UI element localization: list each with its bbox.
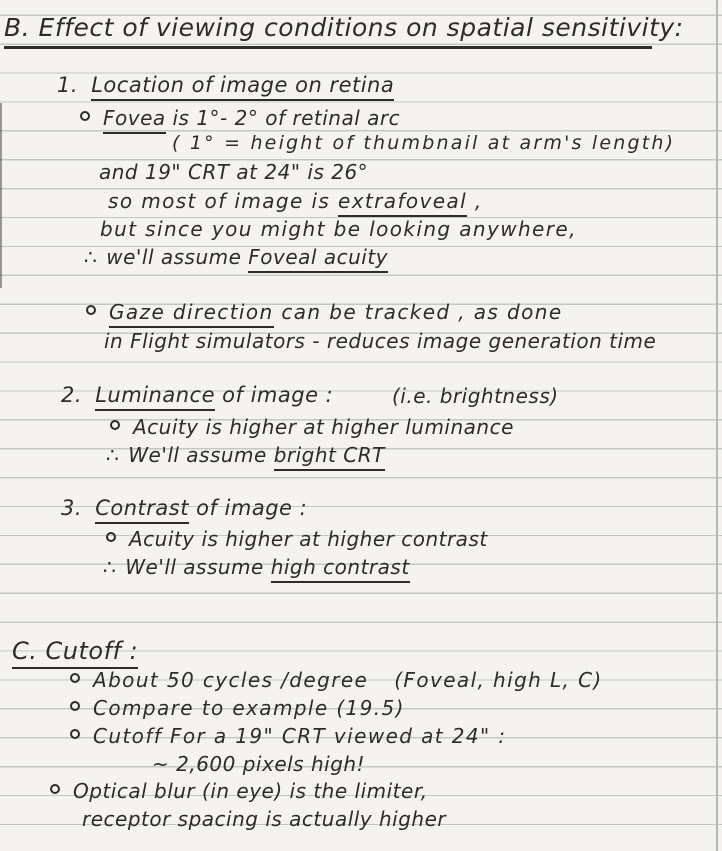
heading-b-text: B. Effect of viewing conditions on spatial sensitivity: [4,14,652,49]
sec2-title-term: Luminance [95,383,215,411]
luminance-acuity-text: Acuity is higher at higher luminance [133,415,514,439]
bullet-icon [110,420,120,430]
line-assume-bright [106,444,385,466]
line-pixels-high [152,753,365,775]
sec1-title-text: Location of image on retina [91,73,394,101]
line-sec3-title [61,497,307,520]
sec3-number: 3. [61,496,83,520]
receptor-spacing-text: receptor spacing is actually higher [82,807,447,831]
therefore-sign: ∴ [103,555,117,579]
line-sec2-title [61,384,333,407]
sec3-title-rest: of image : [188,496,308,520]
line-cutoff-crt [70,725,507,747]
line-heading-c [12,638,138,664]
line-looking-anywhere [100,218,577,240]
extrafoveal-post: , [467,189,483,213]
gaze-rest: can be tracked , as done [273,300,563,324]
sec2-title-rest: of image : [215,383,334,407]
assume-bright-term: bright CRT [274,443,385,471]
bullet-icon [70,673,80,683]
line-brightness-note [392,385,559,407]
bullet-icon [106,532,116,542]
compare-example-text: Compare to example (19.5) [93,696,405,720]
pixels-high-text: ~ 2,600 pixels high! [152,752,366,776]
assume-contrast-pre: We'll assume [125,555,271,579]
gaze-term: Gaze direction [109,300,274,328]
line-heading-b [4,13,684,49]
anywhere-text: but since you might be looking anywhere, [100,217,577,241]
sec1-number: 1. [57,73,79,97]
line-receptor-spacing [82,808,446,830]
line-crt-angle [99,161,368,183]
gaze-cont-text: in Flight simulators - reduces image generation time [104,329,657,353]
crt-angle-text: and 19" CRT at 24" is 26° [99,160,369,184]
assume-foveal-term: Foveal acuity [248,245,388,273]
line-thumbnail [172,133,675,154]
optical-blur-text: Optical blur (in eye) is the limiter, [73,779,428,803]
line-luminance-acuity [110,416,514,438]
brightness-aside: (i.e. brightness) [392,384,559,408]
line-contrast-acuity [106,528,488,550]
bullet-icon [80,111,90,121]
extrafoveal-term: extrafoveal [338,189,467,217]
cutoff-rate-text: About 50 cycles /degree [93,668,369,692]
line-sec1-title [57,74,394,97]
therefore-sign: ∴ [84,245,98,269]
cutoff-rate-aside: (Foveal, high L, C) [394,668,603,692]
extrafoveal-pre: so most of image is [108,189,338,213]
thumbnail-text: ( 1° = height of thumbnail at arm's length) [172,132,676,154]
sec3-title-term: Contrast [95,496,189,524]
bullet-icon [86,305,96,315]
line-optical-blur [50,780,428,802]
cutoff-crt-text: Cutoff For a 19" CRT viewed at 24" : [93,724,507,748]
assume-bright-pre: We'll assume [128,443,274,467]
assume-foveal-pre: we'll assume [106,245,249,269]
line-fovea [80,107,400,129]
therefore-sign: ∴ [106,443,120,467]
line-gaze-direction [86,301,563,323]
scan-edge-artifact [0,103,2,288]
contrast-acuity-text: Acuity is higher at higher contrast [129,527,488,551]
line-cutoff-rate [70,669,603,691]
sec2-number: 2. [61,383,83,407]
bullet-icon [70,701,80,711]
fovea-term: Fovea [103,106,166,134]
right-margin-line [716,0,718,851]
bullet-icon [70,729,80,739]
line-assume-foveal [84,246,388,268]
line-compare-example [70,697,405,719]
bullet-icon [50,784,60,794]
line-assume-contrast [103,556,410,578]
fovea-rest: is 1°- 2° of retinal arc [165,106,401,130]
heading-c-text: C. Cutoff : [12,637,138,669]
assume-contrast-term: high contrast [271,555,410,583]
line-extrafoveal [108,190,483,212]
line-flight-simulators [104,330,656,352]
